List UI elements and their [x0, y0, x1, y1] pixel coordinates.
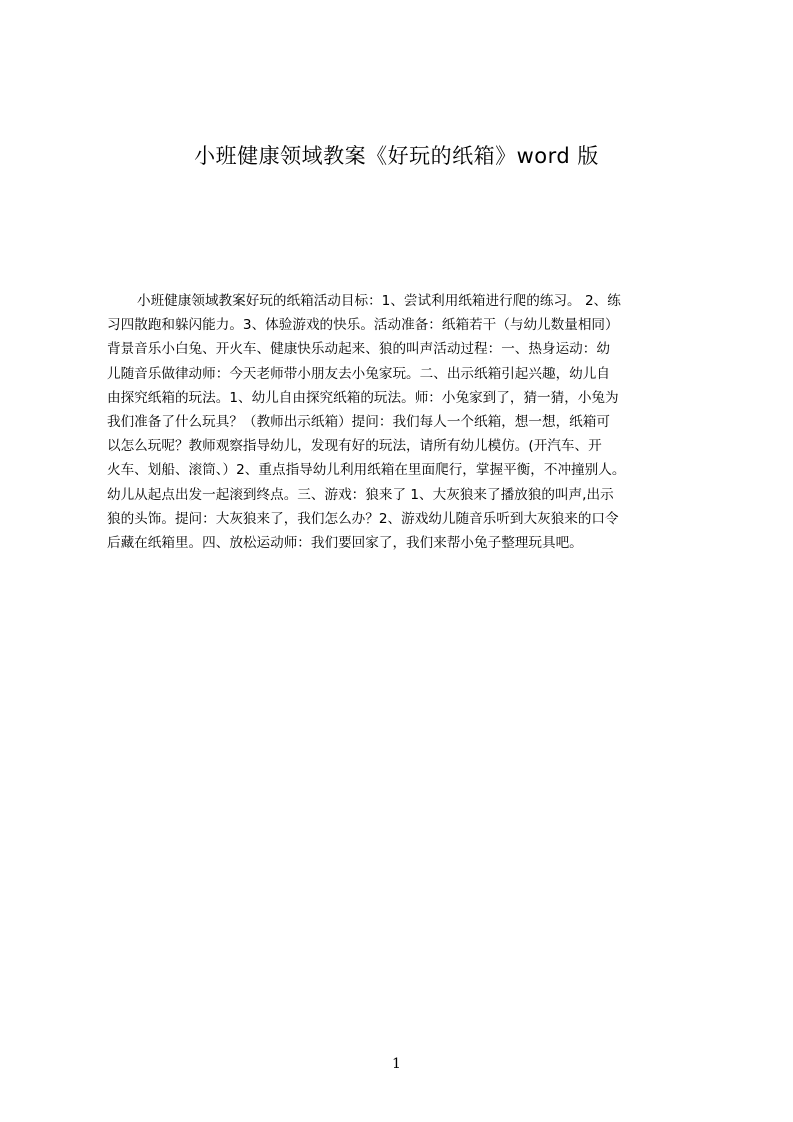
paragraph-line: 幼儿从起点出发一起滚到终点。三、游戏：狼来了 1、大灰狼来了播放狼的叫声,出示: [107, 486, 614, 503]
paragraph-line: 以怎么玩呢？教师观察指导幼儿，发现有好的玩法，请所有幼儿模仿。(开汽车、开: [107, 438, 602, 455]
paragraph-line: 我们准备了什么玩具？（教师出示纸箱）提问：我们每人一个纸箱，想一想，纸箱可: [107, 414, 610, 431]
paragraph-line: 狼的头饰。提问：大灰狼来了，我们怎么办？2、游戏幼儿随音乐听到大灰狼来的口令: [107, 510, 619, 527]
paragraph-line: 火车、划船、滚筒、）2、重点指导幼儿利用纸箱在里面爬行，掌握平衡，不冲撞别人。: [107, 462, 626, 479]
paragraph-line: 背景音乐小白兔、开火车、健康快乐动起来、狼的叫声活动过程：一、热身运动：幼: [107, 341, 610, 358]
paragraph-line: 儿随音乐做律动师：今天老师带小朋友去小兔家玩。二、出示纸箱引起兴趣，幼儿自: [107, 365, 610, 382]
paragraph-line: 由探究纸箱的玩法。1、幼儿自由探究纸箱的玩法。师：小兔家到了，猜一猜，小兔为: [107, 389, 619, 406]
paragraph-line: 后藏在纸箱里。四、放松运动师：我们要回家了，我们来帮小兔子整理玩具吧。: [107, 535, 583, 552]
page-number: 1: [392, 1056, 401, 1072]
body-paragraph: [107, 289, 697, 555]
paragraph-line: 习四散跑和躲闪能力。3、体验游戏的快乐。活动准备：纸箱若干（与幼儿数量相同）: [107, 317, 619, 334]
paragraph-line: 小班健康领域教案好玩的纸箱活动目标：1、尝试利用纸箱进行爬的练习。 2、练: [137, 293, 621, 309]
document-title: 小班健康领域教案《好玩的纸箱》word 版: [194, 144, 599, 168]
